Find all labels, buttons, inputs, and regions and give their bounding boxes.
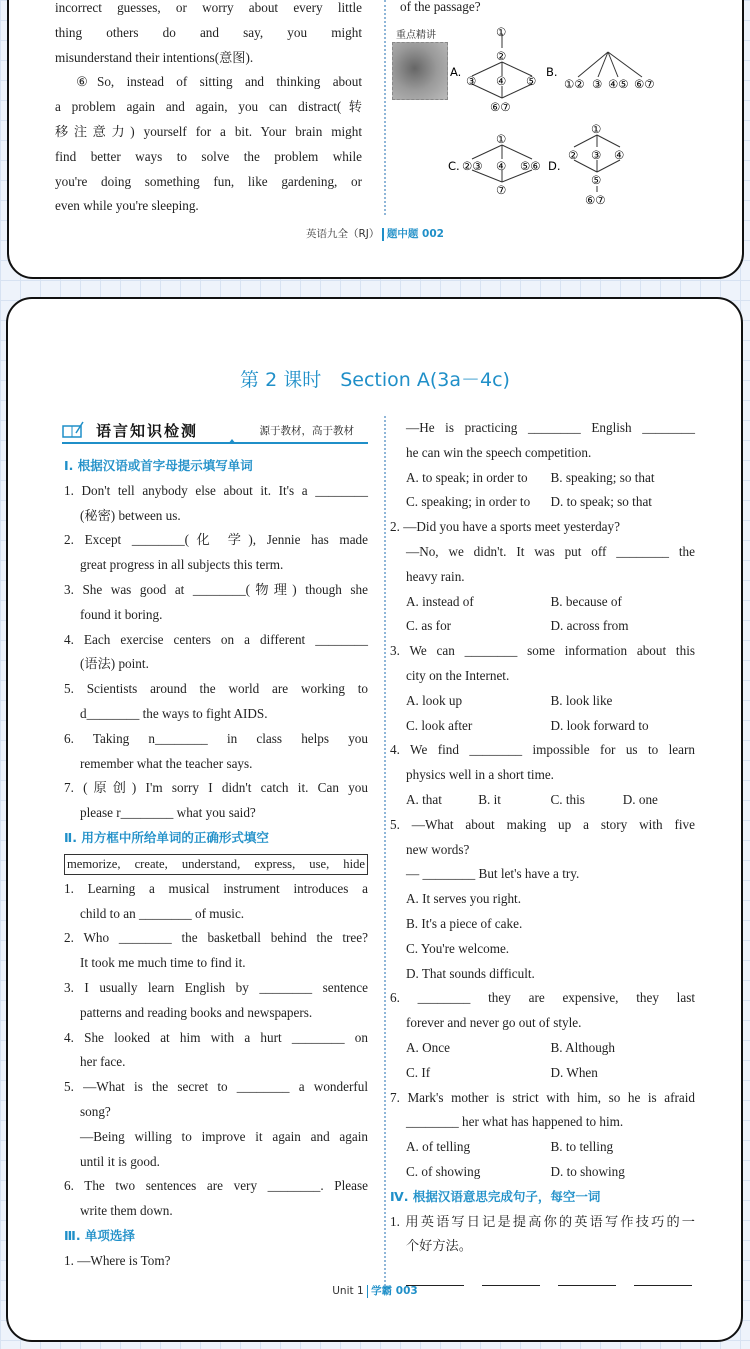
section-subtitle: 源于教材，高于教材 <box>259 425 354 437</box>
node: ①② <box>564 77 585 91</box>
question-item <box>64 1125 368 1175</box>
text-line: ⑥So, instead of sitting and thinking about <box>76 74 362 90</box>
text-line: new words? <box>406 841 470 857</box>
question-item <box>64 1174 368 1224</box>
column-divider-top <box>384 0 386 215</box>
text-line: remember what the teacher says. <box>80 755 253 771</box>
answer-option[interactable]: A. instead of <box>406 593 474 609</box>
answer-options <box>390 1036 695 1061</box>
question-item <box>64 877 368 927</box>
answer-options <box>390 466 695 491</box>
node: ⑤⑥ <box>520 159 541 173</box>
answer-option[interactable]: B. speaking; so that <box>550 469 655 485</box>
answer-option[interactable]: C. this <box>550 791 585 807</box>
answer-options <box>390 614 695 639</box>
text-line: 1. —Where is Tom? <box>64 1252 171 1268</box>
question-item <box>64 677 368 727</box>
text-line: ________ her what has happened to him. <box>406 1114 624 1130</box>
question-item <box>64 727 368 777</box>
word-bank-box: memorize, create, understand, express, use, hide <box>64 854 368 875</box>
answer-option[interactable]: A. that <box>406 791 442 807</box>
text-line: (秘密) between us. <box>80 507 181 523</box>
section-heading: Ⅳ. 根据汉语意思完成句子，每空一词 <box>390 1188 601 1204</box>
answer-option[interactable]: C. look after <box>406 717 473 733</box>
node: ④ <box>496 74 507 88</box>
text-line: forever and never go out of style. <box>406 1015 582 1031</box>
option-d-label: D. <box>548 159 561 173</box>
question-item <box>64 926 368 976</box>
answer-options <box>390 590 695 615</box>
text-line: 6. The two sentences are very ________. Please <box>64 1178 368 1194</box>
page-footer-bottom <box>0 1283 750 1298</box>
section-heading: Ⅲ. 单项选择 <box>64 1227 135 1243</box>
answer-options <box>390 714 695 739</box>
answer-option[interactable]: A. to speak; in order to <box>406 469 528 485</box>
answer-option[interactable]: B. It's a piece of cake. <box>406 915 523 931</box>
node: ④ <box>614 148 625 162</box>
answer-option[interactable]: B. it <box>478 791 501 807</box>
text-line: 移注意力) yourself for a bit. Your brain might <box>55 123 362 139</box>
text-line: misunderstand their intentions(意图). <box>55 49 254 65</box>
text-line: patterns and reading books and newspapers. <box>80 1004 313 1020</box>
answer-options <box>390 490 695 515</box>
node: ⑤ <box>526 74 537 88</box>
section-heading: Ⅱ. 用方框中所给单词的正确形式填空 <box>64 829 269 845</box>
text-line: heavy rain. <box>406 568 465 584</box>
text-line: 5. —What is the secret to ________ a wonderful <box>64 1079 368 1095</box>
answer-option[interactable]: C. as for <box>406 618 452 634</box>
node: ③ <box>592 77 603 91</box>
text-line: 4. We find ________ impossible for us to learn <box>390 742 695 758</box>
question-item <box>390 813 695 863</box>
section-heading: Ⅰ. 根据汉语或首字母提示填写单词 <box>64 458 253 473</box>
structure-diagrams <box>440 22 750 212</box>
text-line: even while you're sleeping. <box>55 198 199 214</box>
footer-book-title: 英语九全（RJ） <box>306 228 380 240</box>
text-line: child to an ________ of music. <box>80 905 245 921</box>
text-line: 2. Who ________ the basketball behind the tree? <box>64 930 368 946</box>
text-line: 4. Each exercise centers on a different ________ <box>64 631 368 647</box>
answer-option[interactable]: C. speaking; in order to <box>406 494 531 510</box>
text-line: — ________ But let's have a try. <box>406 866 580 882</box>
text-line: thing others do and say, you might <box>55 24 362 40</box>
answer-option[interactable]: B. Although <box>550 1039 615 1055</box>
page-footer-top <box>0 226 750 241</box>
node: ① <box>496 132 507 146</box>
text-line: 4. She looked at him with a hurt ________ on <box>64 1029 368 1045</box>
text-line: 个好方法。 <box>406 1238 472 1254</box>
text-line: 2. Except ________(化 学), Jennie has made <box>64 532 368 548</box>
text-line: found it boring. <box>80 606 163 622</box>
question-item <box>390 416 695 466</box>
text-line: —No, we didn't. It was put off ________ the <box>406 543 695 559</box>
answer-option[interactable]: D. to showing <box>550 1163 625 1179</box>
text-line: d________ the ways to fight AIDS. <box>80 705 268 721</box>
question-item <box>64 776 368 826</box>
footer-page-number: 学霸 003 <box>371 1285 418 1297</box>
text-line: 1. Don't tell anybody else about it. It's a ________ <box>64 482 368 498</box>
question-item <box>390 540 695 590</box>
footer-unit: Unit 1 <box>332 1285 364 1297</box>
answer-option[interactable]: B. look like <box>550 692 613 708</box>
answer-options <box>390 887 695 912</box>
text-line: great progress in all subjects this term. <box>80 557 284 573</box>
text-line: 7. (原创) I'm sorry I didn't catch it. Can you <box>64 780 368 796</box>
answer-option[interactable]: C. of showing <box>406 1163 481 1179</box>
node: ② <box>496 49 507 63</box>
option-c-label: C. <box>448 159 460 173</box>
question-item <box>390 862 695 887</box>
answer-option[interactable]: D. one <box>622 791 658 807</box>
node: ⑤ <box>591 173 602 187</box>
answer-option[interactable]: B. to telling <box>550 1139 614 1155</box>
triangle-marker <box>228 439 236 444</box>
node: ③ <box>466 74 477 88</box>
answer-option[interactable]: D. look forward to <box>550 717 649 733</box>
answer-option[interactable]: D. to speak; so that <box>550 494 652 510</box>
text-line: 1. Learning a musical instrument introduces a <box>64 880 368 896</box>
text-line: 6. Taking n________ in class helps you <box>64 730 368 746</box>
text-line: 5. Scientists around the world are working to <box>64 681 368 697</box>
text-line: It took me much time to find it. <box>80 955 246 971</box>
column-divider-main <box>384 416 386 1286</box>
question-item <box>64 479 368 529</box>
node: ⑦ <box>496 183 507 197</box>
text-line: 3. I usually learn English by ________ sentence <box>64 979 368 995</box>
question-item <box>390 1210 695 1260</box>
node: ① <box>496 25 507 39</box>
node: ④ <box>496 159 507 173</box>
text-line: 1. 用英语写日记是提高你的英语写作技巧的一 <box>390 1213 695 1229</box>
answer-options <box>390 788 695 813</box>
text-line: physics well in a short time. <box>406 767 554 783</box>
answer-option[interactable]: A. look up <box>406 692 463 708</box>
node: ② <box>568 148 579 162</box>
main-right-column <box>390 416 695 1286</box>
answer-options <box>390 937 695 962</box>
text-line: you're doing something fun, like gardening, or <box>55 173 362 189</box>
text-line: 6. ________ they are expensive, they last <box>390 990 695 1006</box>
node: ④⑤ <box>608 77 629 91</box>
question-item <box>64 1075 368 1125</box>
question-item <box>390 639 695 689</box>
text-line: 3. We can ________ some information about this <box>390 643 695 659</box>
text-line: a problem again and again, you can distract(转 <box>55 99 362 115</box>
text-line: write them down. <box>80 1203 173 1219</box>
answer-options <box>390 912 695 937</box>
option-a-label: A. <box>450 65 462 79</box>
footer-page-number: 题中题 002 <box>386 228 444 240</box>
answer-options <box>390 689 695 714</box>
text-line: —Being willing to improve it again and again <box>80 1128 368 1144</box>
text-line: 5. —What about making up a story with five <box>390 816 695 832</box>
question-item <box>390 738 695 788</box>
text-line: city on the Internet. <box>406 667 510 683</box>
text-line: 3. She was good at ________(物理) though she <box>64 581 368 597</box>
question-item <box>64 578 368 628</box>
question-item <box>64 528 368 578</box>
answer-option[interactable]: A. It serves you right. <box>406 891 522 907</box>
top-left-column <box>55 0 362 219</box>
answer-options <box>390 1160 695 1185</box>
question-tail: of the passage? <box>400 0 481 14</box>
question-item <box>64 976 368 1026</box>
node: ⑥⑦ <box>634 77 655 91</box>
node: ③ <box>591 148 602 162</box>
text-line: 7. Mark's mother is strict with him, so he is afraid <box>390 1089 695 1105</box>
text-line: find better ways to solve the problem while <box>55 148 362 164</box>
question-item <box>390 986 695 1036</box>
text-line: her face. <box>80 1054 126 1070</box>
question-item <box>64 1249 368 1274</box>
text-line: until it is good. <box>80 1153 160 1169</box>
answer-option[interactable]: D. across from <box>550 618 629 634</box>
page-title: 第 2 课时 Section A(3a－4c) <box>240 369 510 391</box>
answer-options <box>390 962 695 987</box>
answer-options <box>390 1061 695 1086</box>
answer-option[interactable]: A. Once <box>406 1039 450 1055</box>
section-header <box>62 420 368 444</box>
answer-option[interactable]: D. That sounds difficult. <box>406 965 535 981</box>
question-item <box>390 1086 695 1136</box>
question-item <box>55 70 362 219</box>
text-line: song? <box>80 1103 111 1119</box>
main-left-column <box>64 454 368 1274</box>
section-title: 语言知识检测 <box>96 422 199 440</box>
book-pen-icon <box>62 421 84 439</box>
text-line: incorrect guesses, or worry about every little <box>55 0 362 15</box>
node: ⑥⑦ <box>490 100 511 114</box>
node: ① <box>591 122 602 136</box>
text-line: he can win the speech competition. <box>406 444 592 460</box>
qr-label: 重点精讲 <box>396 30 436 41</box>
answer-option[interactable]: C. If <box>406 1064 431 1080</box>
question-item <box>64 628 368 678</box>
answer-option[interactable]: B. because of <box>550 593 622 609</box>
question-item <box>55 0 362 70</box>
text-line: 2. —Did you have a sports meet yesterday? <box>390 519 620 535</box>
node: ②③ <box>462 159 483 173</box>
answer-option[interactable]: C. You're welcome. <box>406 940 510 956</box>
question-item <box>64 1026 368 1076</box>
text-line: (语法) point. <box>80 656 149 672</box>
text-line: —He is practicing ________ English ________ <box>406 420 695 435</box>
text-line: please r________ what you said? <box>80 805 256 821</box>
answer-options <box>390 1135 695 1160</box>
answer-option[interactable]: D. When <box>550 1064 598 1080</box>
node: ⑥⑦ <box>585 193 606 207</box>
option-b-label: B. <box>546 65 558 79</box>
question-item <box>390 515 695 540</box>
answer-option[interactable]: A. of telling <box>406 1139 471 1155</box>
